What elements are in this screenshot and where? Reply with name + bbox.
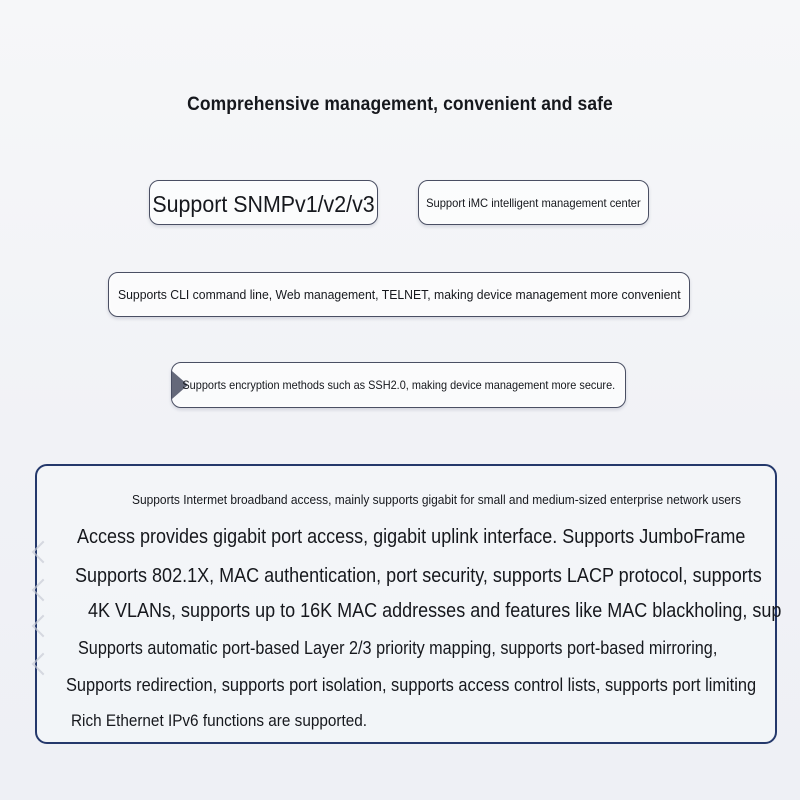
panel-line: Supports automatic port-based Layer 2/3 priority mapping, supports port-based mirroring, (78, 638, 718, 658)
feature-cli (108, 272, 690, 317)
feature-panel (35, 464, 782, 744)
feature-encryption (171, 362, 626, 408)
panel-line: Supports redirection, supports port isolation, supports access control lists, supports port limiting (66, 675, 757, 695)
chevron-left-icon (32, 615, 55, 638)
feature-snmp-label: Support SNMPv1/v2/v3 (152, 191, 375, 217)
feature-cli-label: Supports CLI command line, Web management, TELNET, making device management more convenient (117, 287, 681, 302)
chevron-left-icon (32, 653, 55, 676)
panel-line: Rich Ethernet IPv6 functions are supported. (71, 711, 367, 730)
panel-line: Supports Intermet broadband access, mainly supports gigabit for small and medium-sized enterprise network users (132, 492, 741, 507)
chevron-left-icon (32, 579, 55, 602)
chevron-left-icon (32, 541, 55, 564)
feature-imc (418, 180, 649, 225)
feature-snmp (149, 180, 378, 225)
panel-line: Access provides gigabit port access, gigabit uplink interface. Supports JumboFrame (77, 526, 746, 548)
feature-encryption-label: Supports encryption methods such as SSH2.0, making device management more secure. (182, 378, 615, 392)
panel-line: Supports 802.1X, MAC authentication, port security, supports LACP protocol, supports (75, 565, 762, 587)
feature-imc-label: Support iMC intelligent management center (426, 195, 641, 210)
panel-line: 4K VLANs, supports up to 16K MAC addresses and features like MAC blackholing, sup (88, 600, 782, 622)
page-title: Comprehensive management, convenient and safe (187, 94, 613, 115)
